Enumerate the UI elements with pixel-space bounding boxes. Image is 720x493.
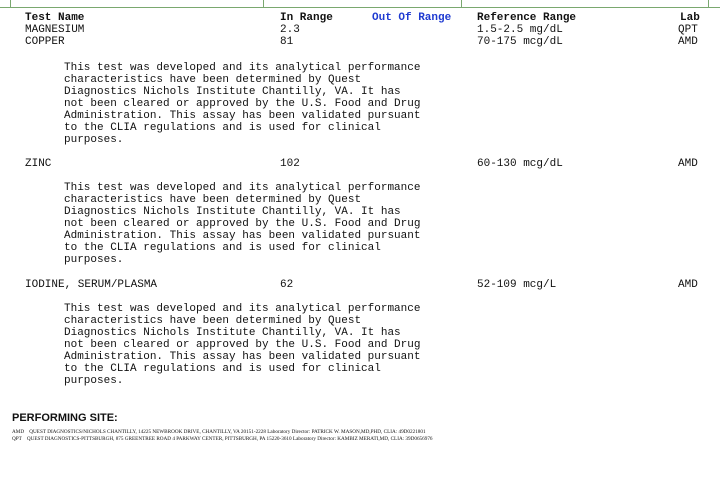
row-lab: AMD bbox=[678, 36, 698, 48]
test-note bbox=[64, 182, 464, 266]
border-tick bbox=[461, 0, 462, 7]
row-name: COPPER bbox=[25, 36, 65, 48]
row-lab: AMD bbox=[678, 279, 698, 291]
border-tick bbox=[263, 0, 264, 7]
performing-site-title: PERFORMING SITE: bbox=[12, 412, 118, 424]
note-line: characteristics have been determined by Quest bbox=[64, 315, 362, 327]
row-name: MAGNESIUM bbox=[25, 24, 85, 36]
test-note bbox=[64, 62, 464, 146]
test-note bbox=[64, 303, 464, 387]
note-line: characteristics have been determined by Quest bbox=[64, 74, 362, 86]
note-line: purposes. bbox=[64, 254, 124, 266]
note-line: Administration. This assay has been validated pursuant bbox=[64, 351, 421, 363]
note-line: not been cleared or approved by the U.S. Food and Drug bbox=[64, 339, 421, 351]
note-line: purposes. bbox=[64, 375, 124, 387]
note-line: to the CLIA regulations and is used for clinical bbox=[64, 242, 381, 254]
performing-site-line: AMD QUEST DIAGNOSTICS/NICHOLS CHANTILLY, 14225 NEWBROOK DRIVE, CHANTILLY, VA 20151-2228 Laboratory Director: PATRICK W. MASON,MD,PHD, CLIA: 49D0221801 bbox=[12, 429, 426, 435]
row-value: 62 bbox=[280, 279, 294, 291]
header-out-of-range: Out Of Range bbox=[372, 12, 452, 24]
row-value: 102 bbox=[280, 158, 300, 170]
row-name: IODINE, SERUM/PLASMA bbox=[25, 279, 158, 291]
note-line: Diagnostics Nichols Institute Chantilly, VA. It has bbox=[64, 86, 401, 98]
note-line: not been cleared or approved by the U.S. Food and Drug bbox=[64, 98, 421, 110]
row-lab: QPT bbox=[678, 24, 698, 36]
note-line: This test was developed and its analytical performance bbox=[64, 62, 421, 74]
top-border bbox=[0, 0, 720, 8]
note-line: to the CLIA regulations and is used for clinical bbox=[64, 363, 381, 375]
note-line: Diagnostics Nichols Institute Chantilly, VA. It has bbox=[64, 206, 401, 218]
row-range: 52-109 mcg/L bbox=[477, 279, 557, 291]
header-reference-range: Reference Range bbox=[477, 12, 577, 24]
row-range: 1.5-2.5 mg/dL bbox=[477, 24, 563, 36]
row-range: 60-130 mcg/dL bbox=[477, 158, 563, 170]
note-line: not been cleared or approved by the U.S. Food and Drug bbox=[64, 218, 421, 230]
row-range: 70-175 mcg/dL bbox=[477, 36, 563, 48]
row-lab: AMD bbox=[678, 158, 698, 170]
performing-site-line: QPT QUEST DIAGNOSTICS-PITTSBURGH, 875 GREENTREE ROAD 4 PARKWAY CENTER, PITTSBURGH, PA 15220-3610 Laboratory Director: KAMBIZ MERATI,MD, CLIA: 39D0656976 bbox=[12, 436, 433, 442]
row-value: 81 bbox=[280, 36, 294, 48]
note-line: purposes. bbox=[64, 134, 124, 146]
border-tick bbox=[708, 0, 709, 7]
note-line: characteristics have been determined by Quest bbox=[64, 194, 362, 206]
note-line: Administration. This assay has been validated pursuant bbox=[64, 230, 421, 242]
header-lab: Lab bbox=[680, 12, 700, 24]
header-in-range: In Range bbox=[280, 12, 333, 24]
note-line: to the CLIA regulations and is used for clinical bbox=[64, 122, 381, 134]
border-tick bbox=[10, 0, 11, 7]
note-line: Administration. This assay has been validated pursuant bbox=[64, 110, 421, 122]
note-line: This test was developed and its analytical performance bbox=[64, 303, 421, 315]
header-test-name: Test Name bbox=[25, 12, 85, 24]
note-line: This test was developed and its analytical performance bbox=[64, 182, 421, 194]
note-line: Diagnostics Nichols Institute Chantilly, VA. It has bbox=[64, 327, 401, 339]
row-name: ZINC bbox=[25, 158, 52, 170]
row-value: 2.3 bbox=[280, 24, 300, 36]
